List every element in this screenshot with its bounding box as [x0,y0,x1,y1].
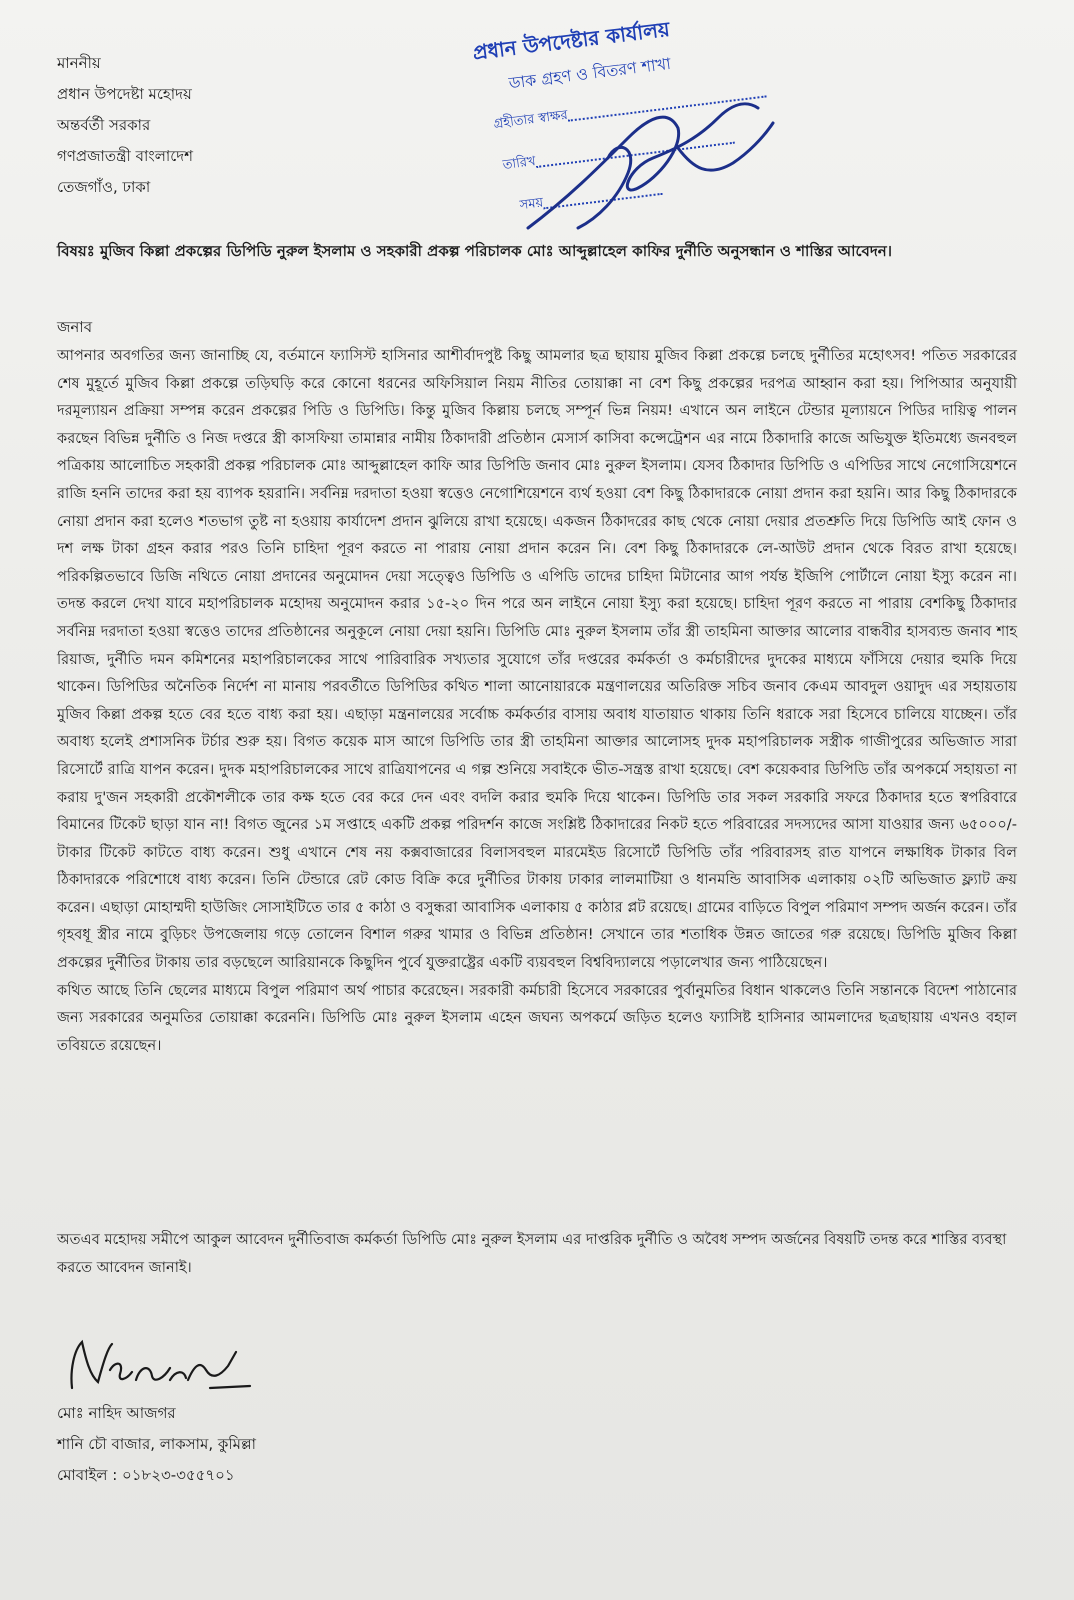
stamp-office: প্রধান উপদেষ্টার কার্যালয় [471,16,671,65]
handwritten-receipt-scribble [478,78,778,238]
stamp-receiver-label: গ্রহীতার স্বাক্ষর [492,107,569,132]
sender-mobile: মোবাইল : ০১৮২৩-৩৫৫৭০১ [57,1466,235,1484]
recipient-address [57,48,193,203]
closing-paragraph: অতএব মহোদয় সমীপে আকুল আবেদন দুর্নীতিবাজ কর্মকর্তা ডিপিডি মোঃ নুরুল ইসলাম এর দাপ্তরিক দুর্নীতি ও অবৈধ সম্পদ অর্জনের বিষয়টি তদন্ত করে শাস্তির ব্যবস্থা করতে আবেদন জানাই। [57,1231,1007,1276]
stamp-date-label: তারিখ [501,154,537,173]
address-line: তেজগাঁও, ঢাকা [57,178,151,196]
sender-address: শানি চৌ বাজার, লাকসাম, কুমিল্লা [57,1435,257,1453]
letter-body [57,342,1017,1059]
address-line: প্রধান উপদেষ্টা মহোদয় [57,85,192,103]
salutation: জনাব [57,318,93,336]
body-paragraph: আপনার অবগতির জন্য জানাচ্ছি যে, বর্তমানে ফ্যাসিস্ট হাসিনার আশীর্বাদপুষ্ট কিছু আমলার ছত্র ছায়ায় মুজিব কিল্লা প্রকল্পে চলছে দুর্নীতির মহোৎসব! পতিত সরকারের শেষ মুহূর্তে মুজিব কিল্লা প্রকল্পে তড়িঘড়ি করে কোনো ধরনের অফিসিয়াল নিয়ম নীতির তোয়াক্কা না বেশ কিছু প্রকল্পের দরপত্র আহ্বান করা হয়। পিপিআর অনুযায়ী দরমূল্যায়ন প্রক্রিয়া সম্পন্ন করেন প্রকল্পের পিডি ও ডিপিডি। কিন্তু মুজিব কিল্লায় চলছে সম্পূর্ন ভিন্ন নিয়ম! এখানে অন লাইনে টেন্ডার মূল্যায়নে পিডির দায়িত্ব পালন করছেন বিভিন্ন দুর্নীতি ও নিজ দপ্তরে স্ত্রী কাসফিয়া তামান্নার নামীয় ঠিকাদারী প্রতিষ্ঠান মেসার্স কাসিবা কন্সেট্রেশন এর নামে ঠিকাদারি কাজে অভিযুক্ত ইতিমধ্যে জনবহুল পত্রিকায় আলোচিত সহকারী প্রকল্প পরিচালক মোঃ আব্দুল্লাহেল কাফি আর ডিপিডি জনাব মোঃ নুরুল ইসলাম। যেসব ঠিকাদার ডিপিডি ও এপিডির সাথে নেগোসিয়েশনে রাজি হননি তাদের করা হয় ব্যাপক হয়রানি। সর্বনিম্ন দরদাতা হওয়া স্বত্তেও নেগোশিয়েশনে ব্যর্থ হওয়া বেশ কিছু ঠিকাদারকে নোয়া প্রদান করা হয়নি। আর কিছু ঠিকাদারকে নোয়া প্রদান করা হলেও শতভাগ তুষ্ট না হওয়ায় কার্যাদেশ প্রদান ঝুলিয়ে রাখা হয়েছে। একজন ঠিকাদরের কাছ থেকে নোয়া দেয়ার প্রতশ্রুতি দিয়ে ডিপিডি আই ফোন ও দশ লক্ষ টাকা গ্রহন করার পরও তিনি চাহিদা পূরণ করতে না পারায় নোয়া প্রদান করেন নি। বেশ কিছু ঠিকাদারকে লে-আউট প্রদান থেকে বিরত রাখা হয়েছে। পরিকল্পিতভাবে ডিজি নথিতে নোয়া প্রদানের অনুমোদন দেয়া সত্ত্বেও ডিপিডি ও এপিডি তাদের চাহিদা মিটানোর আগ পর্যন্ত ইজিপি পোর্টালে নোয়া ইস্যু করেন না। তদন্ত করলে দেখা যাবে মহাপরিচালক মহোদয় অনুমোদন করার ১৫-২০ দিন পরে অন লাইনে নোয়া ইস্যু করা হয়েছে। চাহিদা পূরণ করতে না পারায় বেশকিছু ঠিকাদার সর্বনিম্ন দরদাতা হওয়া স্বত্তেও তাদের প্রতিষ্ঠানের অনুকূলে নোয়া দেয়া হয়নি। ডিপিডি মোঃ নুরুল ইসলাম তাঁর স্ত্রী তাহমিনা আক্তার আলোর বান্ধবীর হাসব্যন্ড জনাব শাহ রিয়াজ, দুর্নীতি দমন কমিশনের মহাপরিচালকের সাথে পারিবারিক সখ্যতার সুযোগে তাঁর দপ্তরের কর্মকর্তা ও কর্মচারীদের দুদকের মাধ্যমে ফাঁসিয়ে দেয়ার হুমকি দিয়ে থাকেন। ডিপিডির অনৈতিক নির্দেশ না মানায় পরবর্তীতে ডিপিডির কথিত শালা আনোয়ারকে মন্ত্রণালয়ের অতিরিক্ত সচিব জনাব কেএম আবদুল ওয়াদুদ এর সহায়তায় মুজিব কিল্লা প্রকল্প হতে বের হতে বাধ্য করা হয়। এছাড়া মন্ত্রনালয়ের সর্বোচ্চ কর্মকর্তার বাসায় অবাধ যাতায়াত থাকায় তিনি ধরাকে সরা হিসেবে চালিয়ে যাচ্ছেন। তাঁর অবাধ্য হলেই প্রশাসনিক টর্চার শুরু হয়। বিগত কয়েক মাস আগে ডিপিডি তার স্ত্রী তাহমিনা আক্তার আলোসহ দুদক মহাপরিচালক সস্ত্রীক গাজীপুরের অভিজাত সারা রিসোর্টে রাত্রি যাপন করেন। দুদক মহাপরিচালকের সাথে রাত্রিযাপনের এ গল্প শুনিয়ে সবাইকে ভীত-সন্ত্রস্ত রাখা হয়েছে। বেশ কয়েকবার ডিপিডি তাঁর অপকর্মে সহায়তা না করায় দু'জন সহকারী প্রকৌশলীকে তার কক্ষ হতে বের করে দেন এবং বদলি করার হুমকি দিয়ে থাকেন। ডিপিডি তার সকল সরকারি সফরে ঠিকাদার হতে স্বপরিবারে বিমানের টিকেট ছাড়া যান না! বিগত জুনের ১ম সপ্তাহে একটি প্রকল্প পরিদর্শন কাজে সংশ্লিষ্ট ঠিকাদারের নিকট হতে পরিবারের সদস্যদের আসা যাওয়ার জন্য ৬৫০০০/- টাকার টিকেট কাটতে বাধ্য করেন। শুধু এখানে শেষ নয় কক্সবাজারের বিলাসবহুল মারমেইড রিসোর্টে ডিপিডি তাঁর পরিবারসহ রাত যাপনে লক্ষাধিক টাকার বিল ঠিকাদারকে পরিশোধে বাধ্য করেন। তিনি টেন্ডারে রেট কোড বিক্রি করে দুর্নীতির টাকায় ঢাকার লালমাটিয়া ও ধানমন্ডি আবাসিক এলাকায় ০২টি অভিজাত ফ্ল্যাট ক্রয় করেন। এছাড়া মোহাম্মদী হাউজিং সোসাইটিতে তার ৫ কাঠা ও বসুন্ধরা আবাসিক এলাকায় ৫ কাঠার প্লট রয়েছে। গ্রামের বাড়িতে বিপুল পরিমাণ সম্পদ অর্জন করেন। তাঁর গৃহবধূ স্ত্রীর নামে বুড়িচং উপজেলায় গড়ে তোলেন বিশাল গরুর খামার ও বিভিন্ন প্রতিষ্ঠান! সেখানে তার শতাধিক উন্নত জাতের গরু রয়েছে। ডিপিডি মুজিব কিল্লা প্রকল্পের দুর্নীতির টাকায় তার বড়ছেলে আরিয়ানকে কিছুদিন পুর্বে যুক্তরাষ্ট্রের একটি ব্যয়বহুল বিশ্ববিদ্যালয়ে পড়ালেখার জন্য পাঠিয়েছেন। [57,347,1017,972]
sender-block [57,1398,256,1491]
address-line: মাননীয় [57,54,101,72]
sender-name: মোঃ নাহিদ আজগর [57,1404,176,1422]
address-line: গণপ্রজাতন্ত্রী বাংলাদেশ [57,147,194,165]
body-paragraph: কথিত আছে তিনি ছেলের মাধ্যমে বিপুল পরিমাণ অর্থ পাচার করেছেন। সরকারী কর্মচারী হিসেবে সরকারের পুর্বানুমতির বিধান থাকলেও তিনি সন্তানকে বিদেশ পাঠানোর জন্য সরকারের অনুমতির তোয়াক্কা করেননি। ডিপিডি মোঃ নুরুল ইসলাম এহেন জঘন্য অপকর্মে জড়িত হলেও ফ্যাসিষ্ট হাসিনার আমলাদের ছত্রছায়ায় এখনও বহাল তবিয়তে রয়েছেন। [57,981,1017,1054]
sender-signature [60,1330,260,1400]
stamp-section: ডাক গ্রহণ ও বিতরণ শাখা [507,53,672,93]
subject-line: বিষয়ঃ মুজিব কিল্লা প্রকল্পের ডিপিডি নুরুল ইসলাম ও সহকারী প্রকল্প পরিচালক মোঃ আব্দুল্লাহেল কাফির দুর্নীতি অনুসন্ধান ও শাস্তির আবেদন। [57,242,893,260]
stamp-time-label: সময় [518,195,545,214]
address-line: অন্তর্বর্তী সরকার [57,116,151,134]
closing-request [57,1226,1017,1281]
